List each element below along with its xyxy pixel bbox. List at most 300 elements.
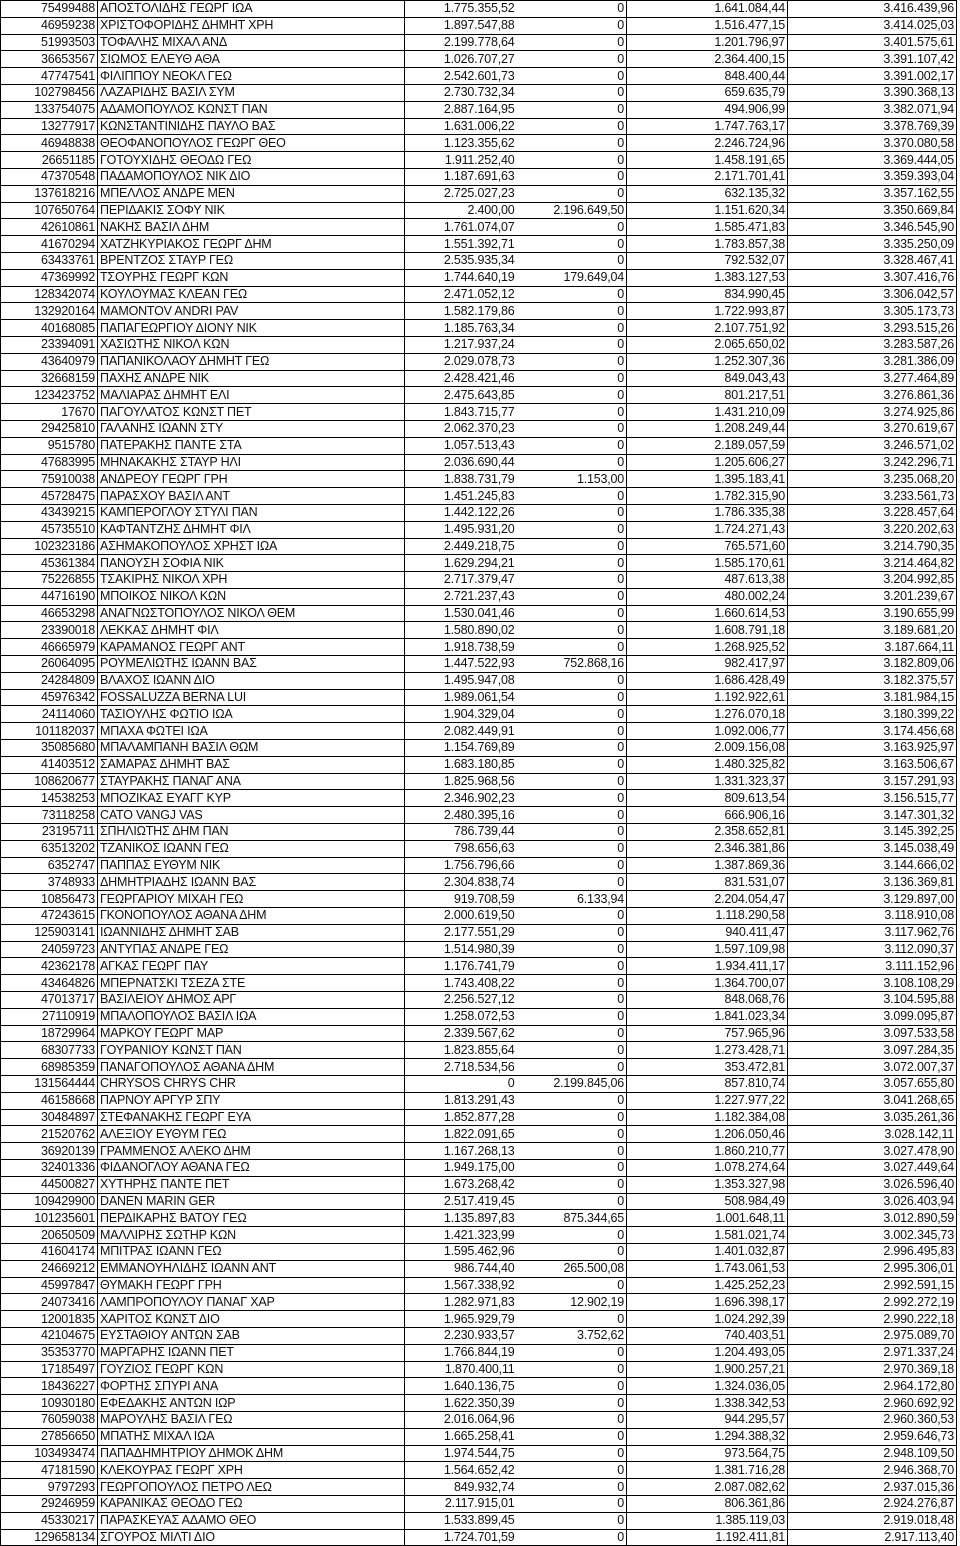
amount-a-cell: 1.631.006,22 [405,118,517,135]
total-amount-cell: 3.117.962,76 [788,924,957,941]
amount-c-cell: 1.860.210,77 [627,1143,788,1160]
amount-c-cell: 2.204.054,47 [627,891,788,908]
amount-b-cell: 0 [517,639,627,656]
amount-b-cell: 0 [517,68,627,85]
amount-a-cell: 2.230.933,57 [405,1327,517,1344]
amount-b-cell: 0 [517,454,627,471]
total-amount-cell: 2.946.368,70 [788,1462,957,1479]
payee-name-cell: ΘΕΟΦΑΝΟΠΟΥΛΟΣ ΓΕΩΡΓ ΘΕΟ [98,135,405,152]
payee-name-cell: ΧΑΤΖΗΚΥΡΙΑΚΟΣ ΓΕΩΡΓ ΔΗΜ [98,236,405,253]
amount-a-cell: 1.904.329,04 [405,706,517,723]
amount-b-cell: 0 [517,1176,627,1193]
amount-c-cell: 1.294.388,32 [627,1428,788,1445]
payee-name-cell: ΚΑΜΠΕΡΟΓΛΟΥ ΣΤΥΛΙ ΠΑΝ [98,504,405,521]
table-row [1,1,957,18]
total-amount-cell: 3.306.042,57 [788,286,957,303]
amount-b-cell: 0 [517,857,627,874]
payee-name-cell: ΜΠΟΖΙΚΑΣ ΕΥΑΓΓ ΚΥΡ [98,790,405,807]
table-row [1,1277,957,1294]
amount-a-cell: 1.766.844,19 [405,1344,517,1361]
total-amount-cell: 3.174.456,68 [788,723,957,740]
amount-a-cell: 1.813.291,43 [405,1092,517,1109]
total-amount-cell: 2.992.591,15 [788,1277,957,1294]
amount-b-cell: 0 [517,773,627,790]
amount-b-cell: 2.199.845,06 [517,1076,627,1093]
payee-name-cell: ΜΠΑΧΑ ΦΩΤΕΙ ΙΩΑ [98,723,405,740]
record-id-cell: 128342074 [1,286,98,303]
amount-a-cell: 1.756.796,66 [405,857,517,874]
payee-name-cell: ΣΓΟΥΡΟΣ ΜΙΛΤΙ ΔΙΟ [98,1529,405,1546]
payee-name-cell: ΚΟΥΛΟΥΜΑΣ ΚΛΕΑΝ ΓΕΩ [98,286,405,303]
amount-a-cell: 2.718.534,56 [405,1059,517,1076]
total-amount-cell: 3.190.655,99 [788,605,957,622]
payee-name-cell: ΠΑΤΕΡΑΚΗΣ ΠΑΝΤΕ ΣΤΑ [98,437,405,454]
amount-b-cell: 0 [517,101,627,118]
record-id-cell: 75226855 [1,572,98,589]
table-row [1,1294,957,1311]
table-row [1,1311,957,1328]
total-amount-cell: 3.026.596,40 [788,1176,957,1193]
total-amount-cell: 2.948.109,50 [788,1445,957,1462]
total-amount-cell: 2.937.015,36 [788,1479,957,1496]
record-id-cell: 44500827 [1,1176,98,1193]
amount-a-cell: 1.897.547,88 [405,17,517,34]
amount-b-cell: 0 [517,538,627,555]
amount-a-cell: 1.421.323,99 [405,1227,517,1244]
record-id-cell: 42104675 [1,1327,98,1344]
total-amount-cell: 3.187.664,11 [788,639,957,656]
amount-c-cell: 1.900.257,21 [627,1361,788,1378]
table-row [1,1076,957,1093]
table-row [1,135,957,152]
total-amount-cell: 3.201.239,67 [788,588,957,605]
amount-c-cell: 1.192.922,61 [627,689,788,706]
amount-a-cell: 1.640.136,75 [405,1378,517,1395]
amount-b-cell: 0 [517,387,627,404]
total-amount-cell: 3.163.925,97 [788,740,957,757]
payee-name-cell: ΒΑΣΙΛΕΙΟΥ ΔΗΜΟΣ ΑΡΓ [98,992,405,1009]
amount-a-cell: 1.823.855,64 [405,1042,517,1059]
payee-name-cell: ΑΛΕΞΙΟΥ ΕΥΘΥΜ ΓΕΩ [98,1126,405,1143]
amount-c-cell: 1.783.857,38 [627,236,788,253]
total-amount-cell: 3.390.368,13 [788,84,957,101]
amount-b-cell: 0 [517,488,627,505]
table-row [1,672,957,689]
record-id-cell: 47370548 [1,168,98,185]
amount-b-cell: 0 [517,1529,627,1546]
payee-name-cell: ΛΑΖΑΡΙΔΗΣ ΒΑΣΙΛ ΣΥΜ [98,84,405,101]
total-amount-cell: 3.163.506,67 [788,756,957,773]
payee-name-cell: ΧΑΡΙΤΟΣ ΚΩΝΣΤ ΔΙΟ [98,1311,405,1328]
amount-b-cell: 752.868,16 [517,656,627,673]
amount-a-cell: 2.428.421,46 [405,370,517,387]
payee-name-cell: ΣΤΑΥΡΑΚΗΣ ΠΑΝΑΓ ΑΝΑ [98,773,405,790]
payee-name-cell: ΑΓΚΑΣ ΓΕΩΡΓ ΠΑΥ [98,958,405,975]
table-row [1,622,957,639]
table-row [1,252,957,269]
table-row [1,1462,957,1479]
amount-a-cell: 1.567.338,92 [405,1277,517,1294]
record-id-cell: 103493474 [1,1445,98,1462]
total-amount-cell: 3.276.861,36 [788,387,957,404]
amount-b-cell: 0 [517,370,627,387]
payee-name-cell: ΠΑΔΑΜΟΠΟΥΛΟΣ ΝΙΚ ΔΙΟ [98,168,405,185]
total-amount-cell: 3.220.202,63 [788,521,957,538]
payee-name-cell: ΜΠΑΛΟΠΟΥΛΟΣ ΒΑΣΙΛ ΙΩΑ [98,1008,405,1025]
table-row [1,437,957,454]
amount-c-cell: 1.395.183,41 [627,471,788,488]
amount-a-cell: 1.918.738,59 [405,639,517,656]
amount-c-cell: 1.201.796,97 [627,34,788,51]
total-amount-cell: 2.917.113,40 [788,1529,957,1546]
amount-a-cell: 1.665.258,41 [405,1428,517,1445]
amount-b-cell: 0 [517,824,627,841]
amount-a-cell: 919.708,59 [405,891,517,908]
record-id-cell: 35353770 [1,1344,98,1361]
total-amount-cell: 3.359.393,04 [788,168,957,185]
amount-a-cell: 2.199.778,64 [405,34,517,51]
amount-b-cell: 0 [517,874,627,891]
payee-name-cell: ΑΝΑΓΝΩΣΤΟΠΟΥΛΟΣ ΝΙΚΟΛ ΘΕΜ [98,605,405,622]
amount-c-cell: 1.204.493,05 [627,1344,788,1361]
record-id-cell: 43439215 [1,504,98,521]
amount-c-cell: 494.906,99 [627,101,788,118]
amount-a-cell: 1.838.731,79 [405,471,517,488]
amount-a-cell: 1.949.175,00 [405,1159,517,1176]
amount-a-cell: 2.721.237,43 [405,588,517,605]
amount-b-cell: 0 [517,152,627,169]
amount-c-cell: 2.107.751,92 [627,320,788,337]
amount-c-cell: 1.608.791,18 [627,622,788,639]
amount-b-cell: 0 [517,252,627,269]
amount-b-cell: 0 [517,135,627,152]
payee-name-cell: ΕΜΜΑΝΟΥΗΛΙΔΗΣ ΙΩΑΝΝ ΑΝΤ [98,1260,405,1277]
amount-c-cell: 1.786.335,38 [627,504,788,521]
table-row [1,387,957,404]
record-id-cell: 46158668 [1,1092,98,1109]
amount-a-cell: 1.761.074,07 [405,219,517,236]
payee-name-cell: ΓΟΤΟΥΧΙΔΗΣ ΘΕΟΔΩ ΓΕΩ [98,152,405,169]
record-id-cell: 41670294 [1,236,98,253]
record-id-cell: 101235601 [1,1210,98,1227]
table-row [1,1344,957,1361]
payee-name-cell: ΧΥΤΗΡΗΣ ΠΑΝΤΕ ΠΕΤ [98,1176,405,1193]
amount-b-cell: 0 [517,672,627,689]
amount-c-cell: 1.338.342,53 [627,1395,788,1412]
table-row [1,924,957,941]
payee-name-cell: ΚΩΝΣΤΑΝΤΙΝΙΔΗΣ ΠΑΥΛΟ ΒΑΣ [98,118,405,135]
record-id-cell: 68307733 [1,1042,98,1059]
record-id-cell: 133754075 [1,101,98,118]
amount-c-cell: 973.564,75 [627,1445,788,1462]
record-id-cell: 45735510 [1,521,98,538]
record-id-cell: 46959238 [1,17,98,34]
amount-a-cell: 1.447.522,93 [405,656,517,673]
record-id-cell: 47683995 [1,454,98,471]
amount-c-cell: 1.581.021,74 [627,1227,788,1244]
table-row [1,17,957,34]
amount-c-cell: 508.984,49 [627,1193,788,1210]
amount-c-cell: 765.571,60 [627,538,788,555]
amount-a-cell: 1.495.947,08 [405,672,517,689]
total-amount-cell: 3.228.457,64 [788,504,957,521]
amount-c-cell: 982.417,97 [627,656,788,673]
amount-b-cell: 0 [517,437,627,454]
payee-name-cell: ΠΑΡΑΣΧΟΥ ΒΑΣΙΛ ΑΝΤ [98,488,405,505]
payee-name-cell: ΜΑΡΟΥΛΗΣ ΒΑΣΙΛ ΓΕΩ [98,1411,405,1428]
amount-b-cell: 0 [517,1411,627,1428]
record-id-cell: 125903141 [1,924,98,941]
total-amount-cell: 3.235.068,20 [788,471,957,488]
amount-c-cell: 1.364.700,07 [627,975,788,992]
table-row [1,1092,957,1109]
record-id-cell: 109429900 [1,1193,98,1210]
table-row [1,1176,957,1193]
amount-c-cell: 740.403,51 [627,1327,788,1344]
amount-c-cell: 1.205.606,27 [627,454,788,471]
table-row [1,353,957,370]
total-amount-cell: 3.118.910,08 [788,908,957,925]
total-amount-cell: 3.145.038,49 [788,840,957,857]
amount-b-cell: 0 [517,790,627,807]
amount-c-cell: 1.118.290,58 [627,908,788,925]
amount-c-cell: 809.613,54 [627,790,788,807]
table-row [1,656,957,673]
record-id-cell: 23390018 [1,622,98,639]
table-row [1,286,957,303]
total-amount-cell: 3.370.080,58 [788,135,957,152]
table-row [1,101,957,118]
table-row [1,1059,957,1076]
amount-a-cell: 1.514.980,39 [405,941,517,958]
table-row [1,1243,957,1260]
total-amount-cell: 3.414.025,03 [788,17,957,34]
amount-c-cell: 1.585.170,61 [627,555,788,572]
payee-name-cell: ΜΑΡΚΟΥ ΓΕΩΡΓ ΜΑΡ [98,1025,405,1042]
amount-c-cell: 1.385.119,03 [627,1512,788,1529]
amount-a-cell: 1.176.741,79 [405,958,517,975]
total-amount-cell: 3.369.444,05 [788,152,957,169]
total-amount-cell: 3.180.399,22 [788,706,957,723]
amount-b-cell: 0 [517,1,627,18]
total-amount-cell: 3.027.478,90 [788,1143,957,1160]
amount-a-cell: 2.036.690,44 [405,454,517,471]
record-id-cell: 75499488 [1,1,98,18]
amount-a-cell: 1.580.890,02 [405,622,517,639]
table-row [1,975,957,992]
amount-a-cell: 1.451.245,83 [405,488,517,505]
total-amount-cell: 3.147.301,32 [788,807,957,824]
amount-b-cell: 0 [517,168,627,185]
record-id-cell: 51993503 [1,34,98,51]
table-row [1,1327,957,1344]
amount-c-cell: 1.722.993,87 [627,303,788,320]
table-row [1,1025,957,1042]
amount-c-cell: 1.425.252,23 [627,1277,788,1294]
amount-a-cell: 2.062.370,23 [405,420,517,437]
table-row [1,538,957,555]
payee-name-cell: ΣΑΜΑΡΑΣ ΔΗΜΗΤ ΒΑΣ [98,756,405,773]
amount-c-cell: 1.268.925,52 [627,639,788,656]
record-id-cell: 40168085 [1,320,98,337]
table-row [1,790,957,807]
payee-name-cell: ΜΠΑΤΗΣ ΜΙΧΑΛ ΙΩΑ [98,1428,405,1445]
payee-name-cell: ΧΑΣΙΩΤΗΣ ΝΙΚΟΛ ΚΩΝ [98,336,405,353]
record-id-cell: 17670 [1,404,98,421]
record-id-cell: 27856650 [1,1428,98,1445]
amount-a-cell: 2.256.527,12 [405,992,517,1009]
table-row [1,1411,957,1428]
table-row [1,1361,957,1378]
record-id-cell: 45361384 [1,555,98,572]
table-row [1,807,957,824]
payee-name-cell: ΓΡΑΜΜΕΝΟΣ ΑΛΕΚΟ ΔΗΜ [98,1143,405,1160]
amount-a-cell: 1.965.929,79 [405,1311,517,1328]
payee-name-cell: ΠΑΠΑΔΗΜΗΤΡΙΟΥ ΔΗΜΟΚ ΔΗΜ [98,1445,405,1462]
payee-name-cell: ΑΔΑΜΟΠΟΥΛΟΣ ΚΩΝΣΤ ΠΑΝ [98,101,405,118]
record-id-cell: 137618216 [1,185,98,202]
record-id-cell: 20650509 [1,1227,98,1244]
record-id-cell: 132920164 [1,303,98,320]
amount-a-cell: 1.629.294,21 [405,555,517,572]
table-row [1,857,957,874]
amount-c-cell: 2.087.082,62 [627,1479,788,1496]
payee-name-cell: ΠΑΡΝΟΥ ΑΡΓΥΡ ΣΠΥ [98,1092,405,1109]
amount-b-cell: 0 [517,504,627,521]
payee-name-cell: ΠΑΧΗΣ ΑΝΔΡΕ ΝΙΚ [98,370,405,387]
table-row [1,1378,957,1395]
record-id-cell: 43464826 [1,975,98,992]
amount-b-cell: 0 [517,185,627,202]
amount-c-cell: 666.906,16 [627,807,788,824]
amount-c-cell: 806.361,86 [627,1495,788,1512]
amount-a-cell: 1.495.931,20 [405,521,517,538]
payee-name-cell: ΣΤΕΦΑΝΑΚΗΣ ΓΕΩΡΓ ΕΥΑ [98,1109,405,1126]
amount-b-cell: 0 [517,303,627,320]
payee-name-cell: ΒΛΑΧΟΣ ΙΩΑΝΝ ΔΙΟ [98,672,405,689]
amount-a-cell: 2.400,00 [405,202,517,219]
amount-a-cell: 1.974.544,75 [405,1445,517,1462]
amount-c-cell: 1.431.210,09 [627,404,788,421]
record-id-cell: 18436227 [1,1378,98,1395]
amount-c-cell: 1.841.023,34 [627,1008,788,1025]
amount-c-cell: 2.358.652,81 [627,824,788,841]
amount-c-cell: 1.331.323,37 [627,773,788,790]
amount-a-cell: 2.082.449,91 [405,723,517,740]
payee-name-cell: ΜΠΙΤΡΑΣ ΙΩΑΝΝ ΓΕΩ [98,1243,405,1260]
amount-b-cell: 0 [517,1395,627,1412]
record-id-cell: 45976342 [1,689,98,706]
total-amount-cell: 3.305.173,73 [788,303,957,320]
amount-c-cell: 1.324.036,05 [627,1378,788,1395]
record-id-cell: 18729964 [1,1025,98,1042]
amount-b-cell: 0 [517,286,627,303]
table-row [1,908,957,925]
amount-b-cell: 0 [517,941,627,958]
amount-c-cell: 1.192.411,81 [627,1529,788,1546]
total-amount-cell: 2.960.692,92 [788,1395,957,1412]
amount-c-cell: 2.171.701,41 [627,168,788,185]
payee-name-cell: ΣΠΗΛΙΩΤΗΣ ΔΗΜ ΠΑΝ [98,824,405,841]
table-row [1,1008,957,1025]
amount-b-cell: 875.344,65 [517,1210,627,1227]
table-row [1,1159,957,1176]
amount-c-cell: 487.613,38 [627,572,788,589]
total-amount-cell: 3.027.449,64 [788,1159,957,1176]
table-row [1,219,957,236]
total-amount-cell: 3.099.095,87 [788,1008,957,1025]
payee-name-cell: ΠΑΠΑΓΕΩΡΓΙΟΥ ΔΙΟΝΥ ΝΙΚ [98,320,405,337]
amount-b-cell: 0 [517,1462,627,1479]
total-amount-cell: 3.182.375,57 [788,672,957,689]
amount-c-cell: 1.092.006,77 [627,723,788,740]
table-row [1,51,957,68]
total-amount-cell: 3.346.545,90 [788,219,957,236]
record-id-cell: 46665979 [1,639,98,656]
payee-name-cell: ΜΑΡΓΑΡΗΣ ΙΩΑΝΝ ΠΕΤ [98,1344,405,1361]
amount-a-cell: 2.475.643,85 [405,387,517,404]
table-row [1,740,957,757]
payee-name-cell: ΦΙΔΑΝΟΓΛΟΥ ΑΘΑΝΑ ΓΕΩ [98,1159,405,1176]
amount-b-cell: 0 [517,118,627,135]
amount-c-cell: 1.227.977,22 [627,1092,788,1109]
total-amount-cell: 3.012.890,59 [788,1210,957,1227]
amount-c-cell: 857.810,74 [627,1076,788,1093]
amount-c-cell: 1.276.070,18 [627,706,788,723]
amount-b-cell: 0 [517,1512,627,1529]
payee-name-cell: ΦΙΛΙΠΠΟΥ ΝΕΟΚΛ ΓΕΩ [98,68,405,85]
table-row [1,824,957,841]
record-id-cell: 47181590 [1,1462,98,1479]
total-amount-cell: 3.214.790,35 [788,538,957,555]
amount-b-cell: 0 [517,1008,627,1025]
amount-b-cell: 0 [517,1445,627,1462]
total-amount-cell: 2.975.089,70 [788,1327,957,1344]
amount-c-cell: 1.383.127,53 [627,269,788,286]
table-row [1,1428,957,1445]
table-row [1,488,957,505]
amount-a-cell: 1.026.707,27 [405,51,517,68]
amount-a-cell: 1.564.652,42 [405,1462,517,1479]
payee-name-cell: ΣΙΩΜΟΣ ΕΛΕΥΘ ΑΘΑ [98,51,405,68]
amount-b-cell: 0 [517,236,627,253]
table-row [1,1512,957,1529]
amount-c-cell: 831.531,07 [627,874,788,891]
amount-b-cell: 2.196.649,50 [517,202,627,219]
record-id-cell: 9515780 [1,437,98,454]
payee-name-cell: ΛΕΚΚΑΣ ΔΗΜΗΤ ΦΙΛ [98,622,405,639]
record-id-cell: 36920139 [1,1143,98,1160]
amount-a-cell: 849.932,74 [405,1479,517,1496]
amount-c-cell: 2.009.156,08 [627,740,788,757]
total-amount-cell: 3.233.561,73 [788,488,957,505]
table-row [1,941,957,958]
amount-c-cell: 944.295,57 [627,1411,788,1428]
total-amount-cell: 3.072.007,37 [788,1059,957,1076]
table-row [1,1143,957,1160]
payee-name-cell: ΒΡΕΝΤΖΟΣ ΣΤΑΥΡ ΓΕΩ [98,252,405,269]
total-amount-cell: 3.401.575,61 [788,34,957,51]
amount-b-cell: 0 [517,353,627,370]
total-amount-cell: 3.391.107,42 [788,51,957,68]
total-amount-cell: 3.189.681,20 [788,622,957,639]
payee-name-cell: ΠΑΡΑΣΚΕΥΑΣ ΑΔΑΜΟ ΘΕΟ [98,1512,405,1529]
payee-name-cell: ΜΑΛΛΙΡΗΣ ΣΩΤΗΡ ΚΩΝ [98,1227,405,1244]
amount-c-cell: 848.400,44 [627,68,788,85]
amount-c-cell: 1.597.109,98 [627,941,788,958]
total-amount-cell: 3.028.142,11 [788,1126,957,1143]
record-id-cell: 23394091 [1,336,98,353]
